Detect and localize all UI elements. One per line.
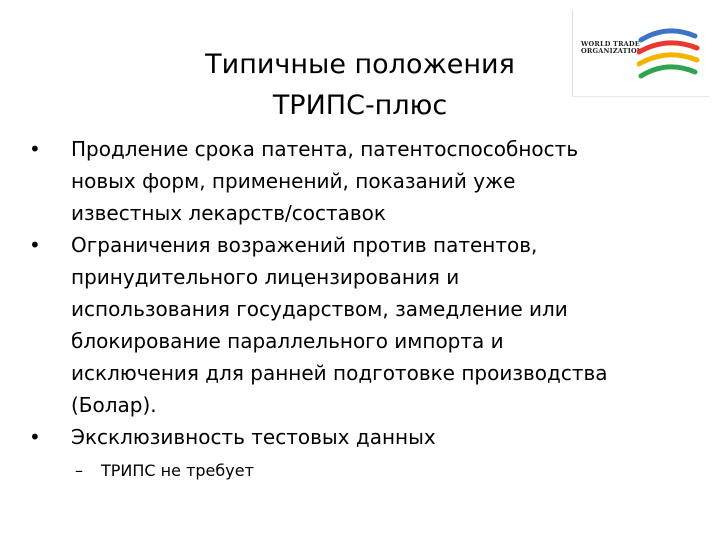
bullet-3-line-1: Эксклюзивность тестовых данных: [71, 425, 436, 449]
sub-bullet-marker: –: [75, 461, 83, 480]
wto-logo-swoosh-icon: [637, 26, 701, 84]
bullet-1-line-2: новых форм, применений, показаний уже: [71, 169, 516, 193]
slide-title-line-2: ТРИПС-плюс: [272, 90, 448, 122]
bullet-marker: •: [29, 425, 41, 449]
bullet-2-line-6: (Болар).: [71, 393, 157, 417]
bullet-marker: •: [29, 233, 41, 257]
wto-logo-text-line-1: WORLD TRADE: [581, 40, 640, 48]
bullet-1-line-1: Продление срока патента, патентоспособность: [71, 137, 579, 161]
bullet-2-line-4: блокирование параллельного импорта и: [71, 329, 504, 353]
sub-bullet-item: [25, 457, 705, 485]
bullet-list: [25, 133, 705, 485]
bullet-2-line-5: исключения для ранней подготовке производства: [71, 361, 608, 385]
logo-swoosh-red: [639, 43, 697, 52]
bullet-2-line-1: Ограничения возражений против патентов,: [71, 233, 538, 257]
bullet-2-line-3: использования государством, замедление или: [71, 297, 568, 321]
bullet-marker: •: [29, 137, 41, 161]
bullet-item-3: [25, 421, 705, 453]
logo-swoosh-green: [641, 67, 695, 76]
logo-swoosh-yellow: [639, 55, 697, 64]
bullet-item-1: [25, 133, 705, 229]
wto-logo: [572, 10, 709, 97]
bullet-1-line-3: известных лекарств/составок: [71, 201, 386, 225]
bullet-2-line-2: принудительного лицензирования и: [71, 265, 460, 289]
wto-logo-text-line-2: ORGANIZATION: [581, 47, 643, 55]
wto-logo-text: [581, 41, 641, 55]
logo-swoosh-blue: [641, 31, 695, 40]
slide-title-line-1: Типичные положения: [205, 49, 515, 81]
sub-bullet-text: ТРИПС не требует: [101, 461, 254, 480]
slide-title: [150, 44, 570, 126]
bullet-item-2: [25, 229, 705, 421]
